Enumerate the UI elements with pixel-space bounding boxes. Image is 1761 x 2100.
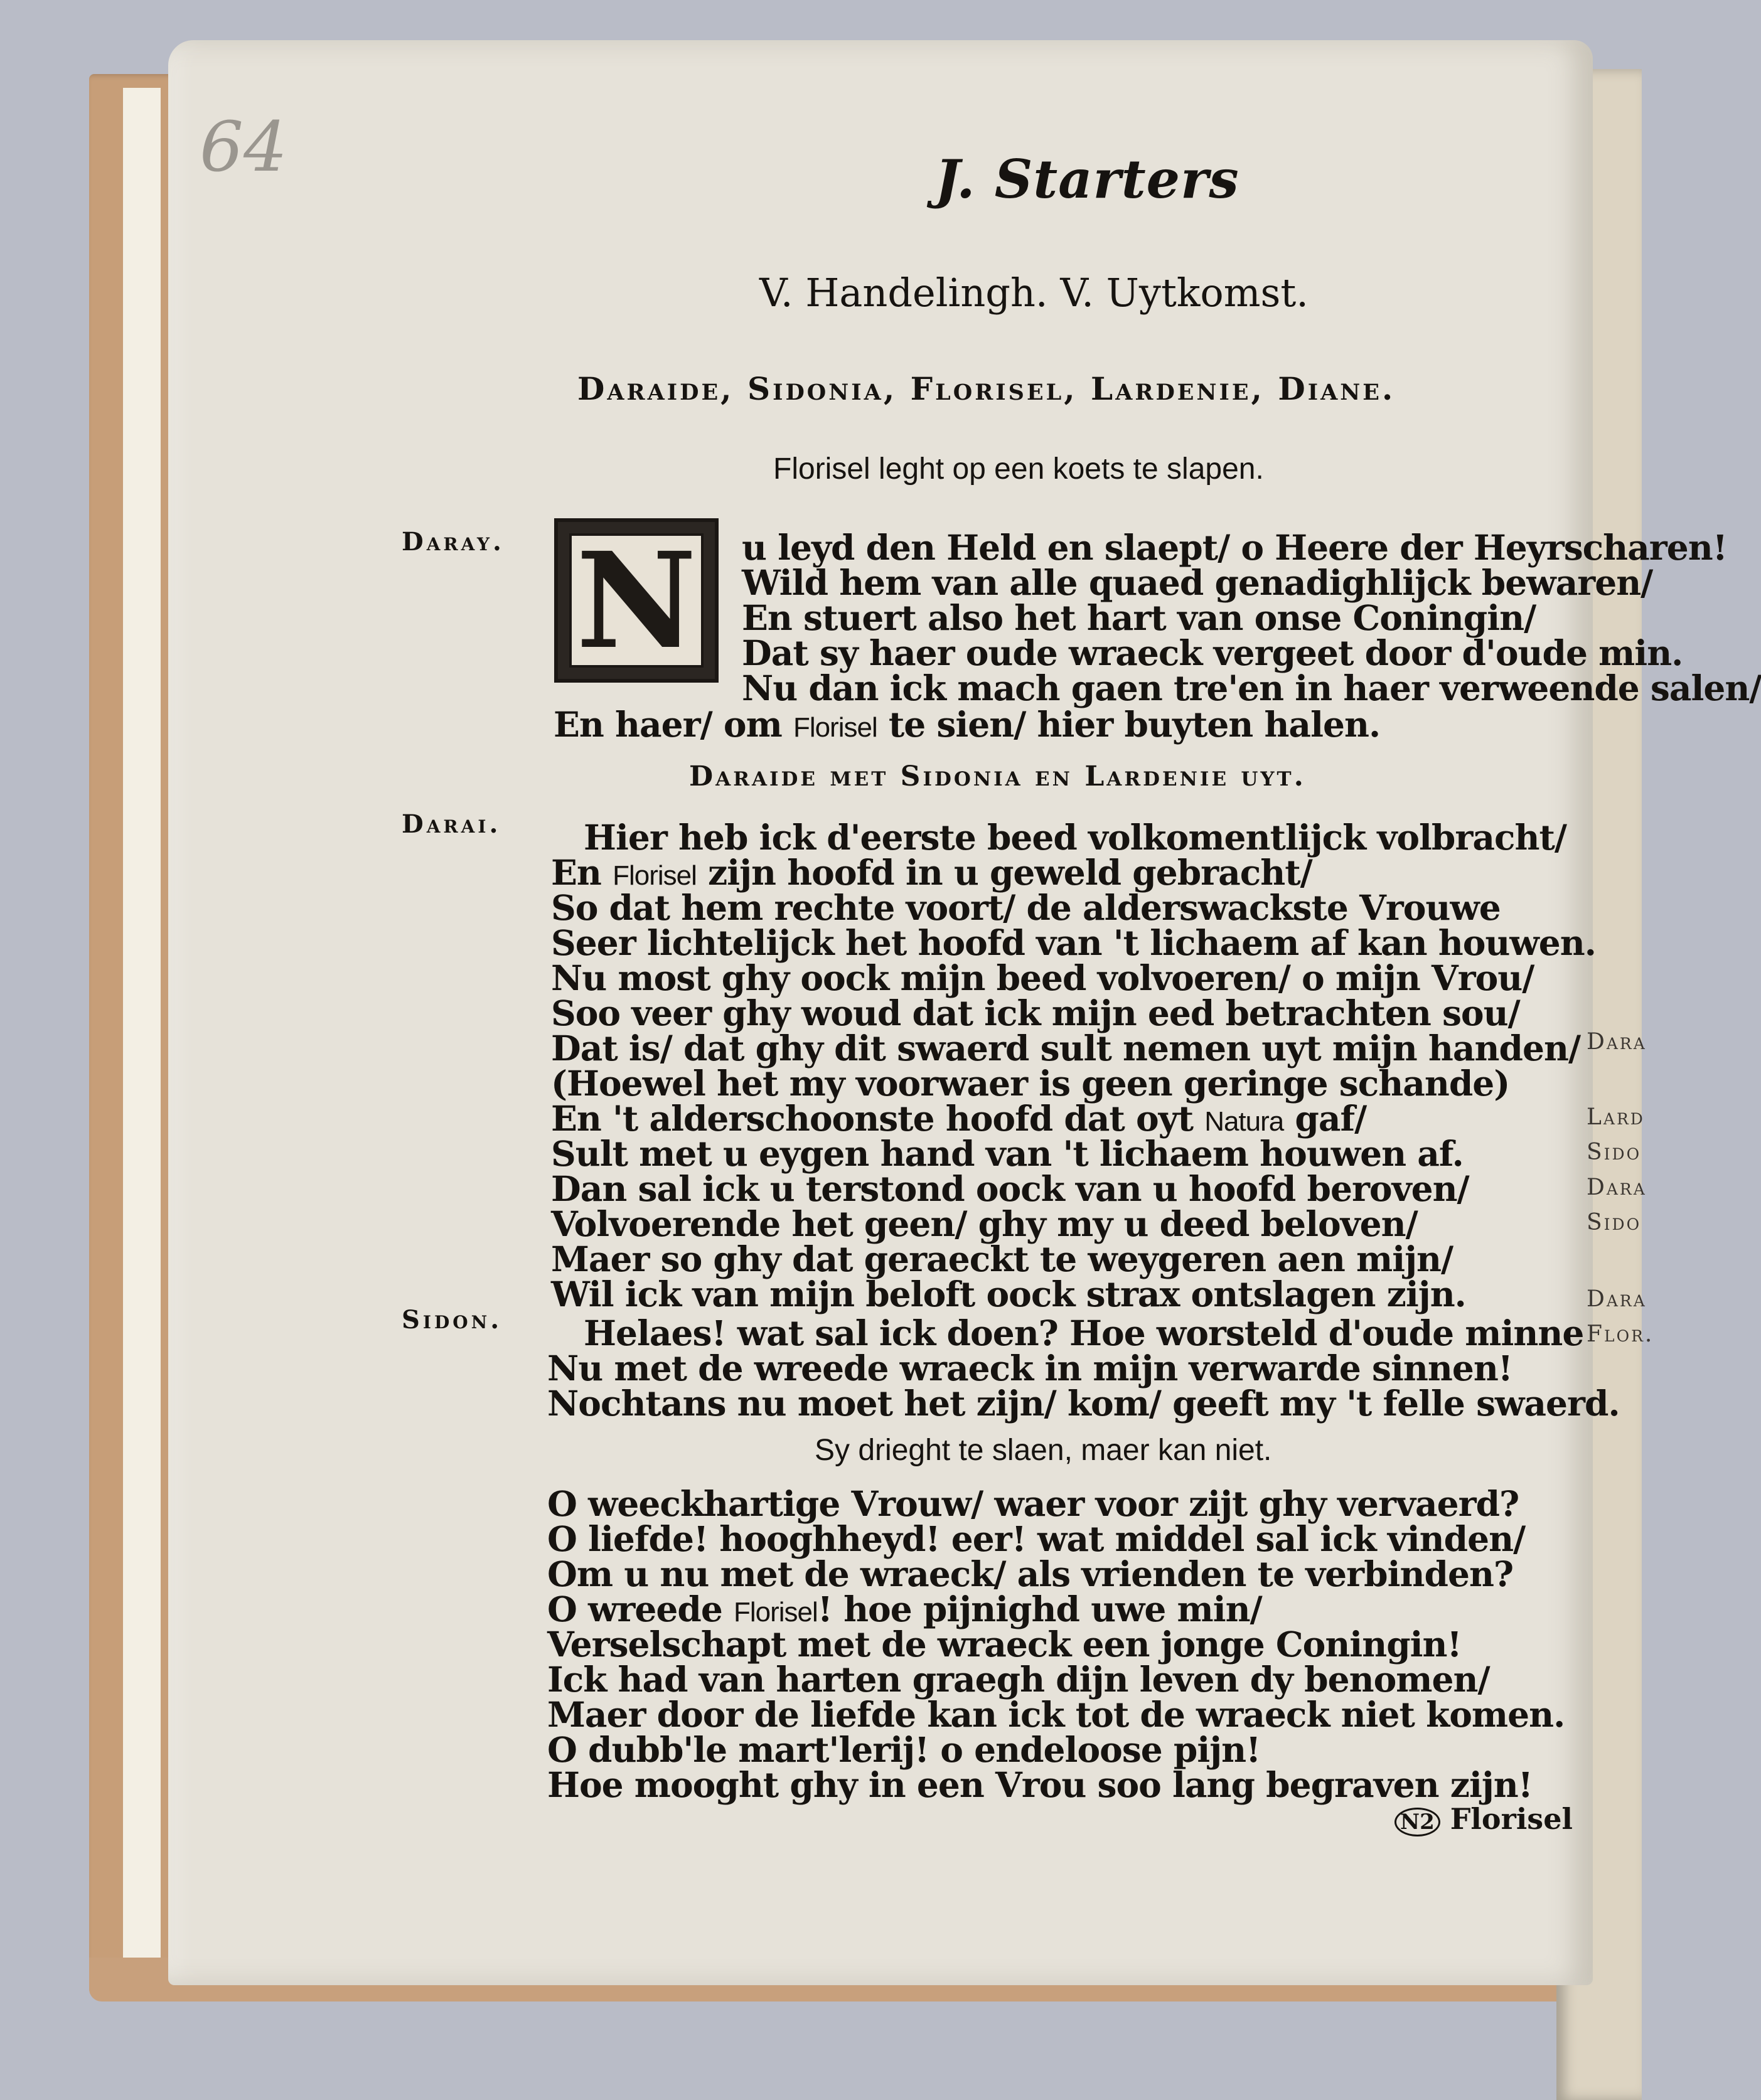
folio-number: 64 (200, 107, 287, 187)
verse-text: O wreede (547, 1589, 722, 1629)
running-head: J. Starters (935, 148, 1239, 210)
verse-line: Nochtans nu moet het zijn/ kom/ geeft my 't felle swaerd. (547, 1383, 1620, 1424)
verse-line: Sult met u eygen hand van 't lichaem houwen af. (551, 1133, 1464, 1174)
verse-line: Maer so ghy dat geraeckt te weygeren aen mijn/ (551, 1239, 1453, 1279)
page-edge-strip (123, 88, 161, 1958)
verse-line (554, 704, 1380, 745)
verse-text: te sien/ hier buyten halen. (888, 704, 1381, 745)
facing-margin-name: Dara (1587, 1175, 1647, 1200)
stage-direction-threat: Sy drieght te slaen, maer kan niet. (815, 1434, 1272, 1467)
verse-line: Soo veer ghy woud dat ick mijn eed betrachten sou/ (551, 993, 1520, 1033)
verse-line: O dubb'le mart'lerij! o endeloose pijn! (547, 1729, 1261, 1770)
initial-letter: N (569, 533, 704, 668)
verse-line: Seer lichtelijck het hoofd van 't lichaem af kan houwen. (551, 922, 1596, 963)
facing-margin-name: Flor. (1587, 1321, 1654, 1347)
catchword-text: Florisel (1450, 1802, 1573, 1836)
name-natura: Natura (1204, 1106, 1284, 1137)
facing-margin-name: Dara (1587, 1286, 1647, 1312)
stage-direction-opening: Florisel leght op een koets te slapen. (773, 452, 1264, 486)
verse-line: Dat is/ dat ghy dit swaerd sult nemen uyt mijn handen/ (551, 1028, 1581, 1069)
verse-line: Dan sal ick u terstond oock van u hoofd beroven/ (551, 1168, 1469, 1209)
verse-line: Helaes! wat sal ick doen? Hoe worsteld d'oude minne (584, 1313, 1584, 1353)
verse-line: O weeckhartige Vrouw/ waer voor zijt ghy vervaerd? (547, 1483, 1519, 1524)
stage-direction-exit: Daraide met Sidonia en Lardenie uyt. (689, 760, 1306, 792)
verse-line: Hoe mooght ghy in een Vrou soo lang begraven zijn! (547, 1764, 1533, 1805)
name-florisel: Florisel (613, 860, 697, 891)
verse-line: Wild hem van alle quaed genadighlijck bewaren/ (742, 562, 1653, 603)
facing-margin-name: Sido (1587, 1210, 1642, 1235)
verse-line: En stuert also het hart van onse Coningin/ (742, 597, 1536, 638)
verse-line: Nu most ghy oock mijn beed volvoeren/ o mijn Vrou/ (551, 957, 1534, 998)
act-heading: V. Handelingh. V. Uytkomst. (759, 270, 1309, 316)
facing-margin-name: Sido (1587, 1139, 1642, 1165)
verse-line: O liefde! hooghheyd! eer! wat middel sal ick vinden/ (547, 1518, 1526, 1559)
decorated-initial (554, 518, 719, 683)
verse-line: Maer door de liefde kan ick tot de wraeck niet komen. (547, 1694, 1565, 1735)
signature-mark: N2 (1394, 1808, 1440, 1836)
verse-text: En haer/ om (554, 704, 782, 745)
verse-text: gaf/ (1295, 1098, 1367, 1139)
verse-line: Wil ick van mijn beloft oock strax ontslagen zijn. (551, 1274, 1466, 1314)
verse-line: Nu dan ick mach gaen tre'en in haer verweende salen/ (742, 668, 1761, 708)
verse-line: Om u nu met de wraeck/ als vrienden te verbinden? (547, 1554, 1514, 1594)
verse-text: zijn hoofd in u geweld gebracht/ (708, 852, 1312, 893)
verse-text: En 't alderschoonste hoofd dat oyt (551, 1098, 1194, 1139)
verse-text: ! hoe pijnighd uwe min/ (817, 1589, 1262, 1629)
verse-line: Nu met de wreede wraeck in mijn verwarde sinnen! (547, 1348, 1512, 1388)
verse-line: So dat hem rechte voort/ de alderswackste Vrouwe (551, 887, 1501, 928)
name-florisel: Florisel (793, 712, 877, 743)
speaker-sidon: Sidon. (402, 1305, 503, 1335)
verse-line: Verselschapt met de wraeck een jonge Coningin! (547, 1624, 1462, 1665)
speaker-daray: Daray. (402, 527, 505, 557)
character-list: Daraide, Sidonia, Florisel, Lardenie, Diane. (577, 370, 1396, 407)
verse-line: u leyd den Held en slaept/ o Heere der Heyrscharen! (742, 527, 1727, 568)
speaker-darai: Darai. (402, 809, 501, 839)
verse-text: En (551, 852, 601, 893)
catchword (1394, 1802, 1573, 1836)
verse-line: Ick had van harten graegh dijn leven dy benomen/ (547, 1659, 1490, 1700)
facing-margin-name: Lard (1587, 1104, 1645, 1130)
name-florisel: Florisel (733, 1597, 818, 1628)
verse-line: (Hoewel het my voorwaer is geen geringe schande) (551, 1063, 1510, 1104)
verse-line: Volvoerende het geen/ ghy my u deed beloven/ (551, 1203, 1418, 1244)
verse-line: Dat sy haer oude wraeck vergeet door d'oude min. (742, 632, 1683, 673)
facing-margin-name: Dara (1587, 1029, 1647, 1055)
verse-line: Hier heb ick d'eerste beed volkomentlijck volbracht/ (584, 817, 1566, 858)
